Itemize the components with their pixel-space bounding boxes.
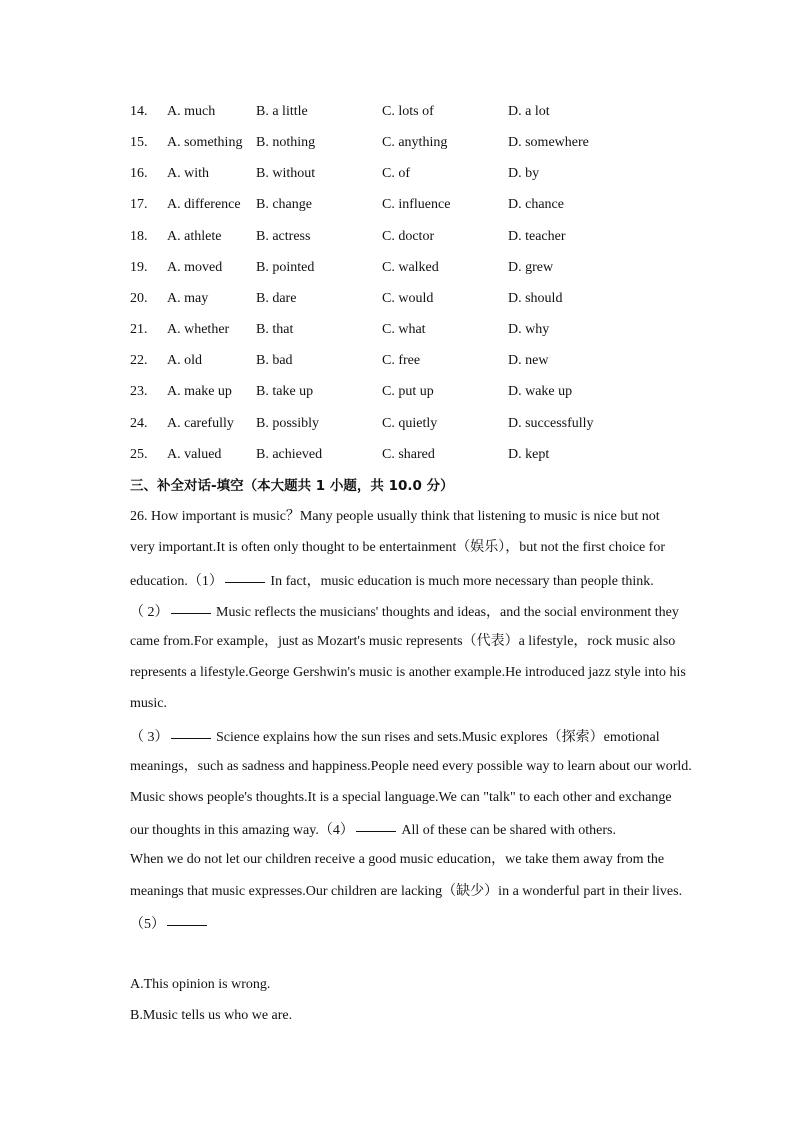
passage-line: music. (130, 696, 167, 711)
option-b-choice[interactable]: B. achieved (256, 446, 323, 462)
section-title: 三、补全对话-填空（本大题共 1 小题，共 10.0 分） (130, 478, 454, 494)
passage-line: meanings that music expresses.Our children are lacking（缺少）in a wonderful part in their lives. (130, 884, 683, 899)
option-c-choice[interactable]: C. influence (382, 197, 451, 213)
option-c-choice[interactable]: C. of (382, 166, 410, 182)
option-d-choice[interactable]: D. chance (508, 197, 564, 213)
question-number: 14. (130, 104, 148, 119)
passage-text: Science explains how the sun rises and sets.Music explores（探索）emotional (212, 730, 660, 745)
passage-line (130, 570, 654, 592)
option-d-choice[interactable]: D. should (508, 290, 563, 306)
option-d-choice[interactable]: D. somewhere (508, 135, 589, 151)
option-d-choice[interactable]: D. new (508, 353, 549, 369)
question-number: 15. (130, 135, 148, 151)
answer-blank-5[interactable] (167, 911, 207, 926)
option-c-choice[interactable]: C. anything (382, 135, 448, 151)
option-d-choice[interactable]: D. why (508, 322, 550, 337)
option-a-choice[interactable]: A. athlete (167, 228, 222, 244)
option-c-choice[interactable]: C. lots of (382, 104, 434, 119)
option-d-choice[interactable]: D. teacher (508, 228, 566, 244)
answer-blank-1[interactable] (225, 568, 265, 583)
passage-text: （5） (130, 917, 165, 932)
passage-line: Music shows people's thoughts.It is a special language.We can "talk" to each other and exchange (130, 790, 672, 805)
option-a-choice[interactable]: A. whether (167, 322, 230, 337)
option-b-choice[interactable]: B. possibly (256, 415, 320, 431)
option-a-choice[interactable]: A. much (167, 104, 216, 119)
option-d-choice[interactable]: D. grew (508, 259, 554, 275)
option-c-choice[interactable]: C. doctor (382, 228, 435, 244)
option-b-choice[interactable]: B. that (256, 322, 294, 337)
passage-line: When we do not let our children receive a good music education，we take them away from the (130, 852, 665, 867)
passage-line (130, 726, 660, 748)
option-b-choice[interactable]: B. take up (256, 384, 314, 400)
passage-line (130, 819, 616, 841)
option-a-choice[interactable]: A. may (167, 290, 209, 306)
option-a-choice[interactable]: A. something (167, 135, 243, 151)
question-number: 19. (130, 259, 148, 275)
option-b: B.Music tells us who we are. (130, 1008, 293, 1023)
option-b-choice[interactable]: B. change (256, 197, 312, 213)
passage-text: our thoughts in this amazing way.（4） (130, 823, 354, 838)
question-number: 18. (130, 228, 148, 244)
passage-text: education.（1） (130, 574, 223, 589)
passage-text: （ 3） (130, 730, 169, 745)
option-c-choice[interactable]: C. quietly (382, 415, 438, 431)
option-b-choice[interactable]: B. actress (256, 228, 311, 244)
question-number: 25. (130, 446, 148, 462)
question-number: 22. (130, 353, 148, 369)
answer-blank-2[interactable] (171, 599, 211, 614)
passage-line: 26. How important is music？Many people usually think that listening to music is nice but not (130, 509, 660, 524)
question-number: 16. (130, 166, 148, 182)
passage-text: （ 2） (130, 605, 169, 620)
passage-text: In fact，music education is much more necessary than people think. (266, 574, 654, 589)
question-number: 17. (130, 197, 148, 213)
option-b-choice[interactable]: B. pointed (256, 259, 315, 275)
option-a-choice[interactable]: A. with (167, 166, 209, 182)
option-d-choice[interactable]: D. successfully (508, 415, 594, 431)
option-b-choice[interactable]: B. nothing (256, 135, 316, 151)
option-b-choice[interactable]: B. bad (256, 353, 293, 369)
option-a: A.This opinion is wrong. (130, 977, 271, 992)
passage-text: All of these can be shared with others. (397, 823, 616, 838)
option-d-choice[interactable]: D. by (508, 166, 540, 182)
option-c-choice[interactable]: C. free (382, 353, 421, 369)
option-a-choice[interactable]: A. valued (167, 446, 222, 462)
passage-line: represents a lifestyle.George Gershwin's music is another example.He introduced jazz style into his (130, 665, 686, 680)
option-b-choice[interactable]: B. without (256, 166, 316, 182)
question-number: 21. (130, 322, 148, 337)
option-a-choice[interactable]: A. difference (167, 197, 241, 213)
passage-text: Music reflects the musicians' thoughts and ideas，and the social environment they (212, 605, 679, 620)
option-a-choice[interactable]: A. moved (167, 259, 223, 275)
option-a-choice[interactable]: A. make up (167, 384, 232, 400)
question-number: 23. (130, 384, 148, 400)
passage-line: very important.It is often only thought to be entertainment（娱乐），but not the first choice for (130, 540, 665, 555)
option-c-choice[interactable]: C. would (382, 290, 434, 306)
passage-line: meanings，such as sadness and happiness.People need every possible way to learn about our world. (130, 759, 692, 774)
passage-line (130, 601, 679, 623)
option-c-choice[interactable]: C. what (382, 322, 426, 337)
passage-line: came from.For example，just as Mozart's music represents（代表）a lifestyle，rock music also (130, 634, 676, 649)
answer-blank-3[interactable] (171, 724, 211, 739)
question-number: 24. (130, 415, 148, 431)
option-b-choice[interactable]: B. dare (256, 290, 297, 306)
passage-line (130, 913, 209, 935)
question-number: 20. (130, 290, 148, 306)
option-b-choice[interactable]: B. a little (256, 104, 308, 119)
option-d-choice[interactable]: D. wake up (508, 384, 573, 400)
option-c-choice[interactable]: C. walked (382, 259, 439, 275)
option-c-choice[interactable]: C. put up (382, 384, 434, 400)
answer-blank-4[interactable] (356, 817, 396, 832)
option-d-choice[interactable]: D. kept (508, 446, 550, 462)
option-a-choice[interactable]: A. carefully (167, 415, 234, 431)
option-c-choice[interactable]: C. shared (382, 446, 435, 462)
option-d-choice[interactable]: D. a lot (508, 104, 550, 119)
option-a-choice[interactable]: A. old (167, 353, 202, 369)
